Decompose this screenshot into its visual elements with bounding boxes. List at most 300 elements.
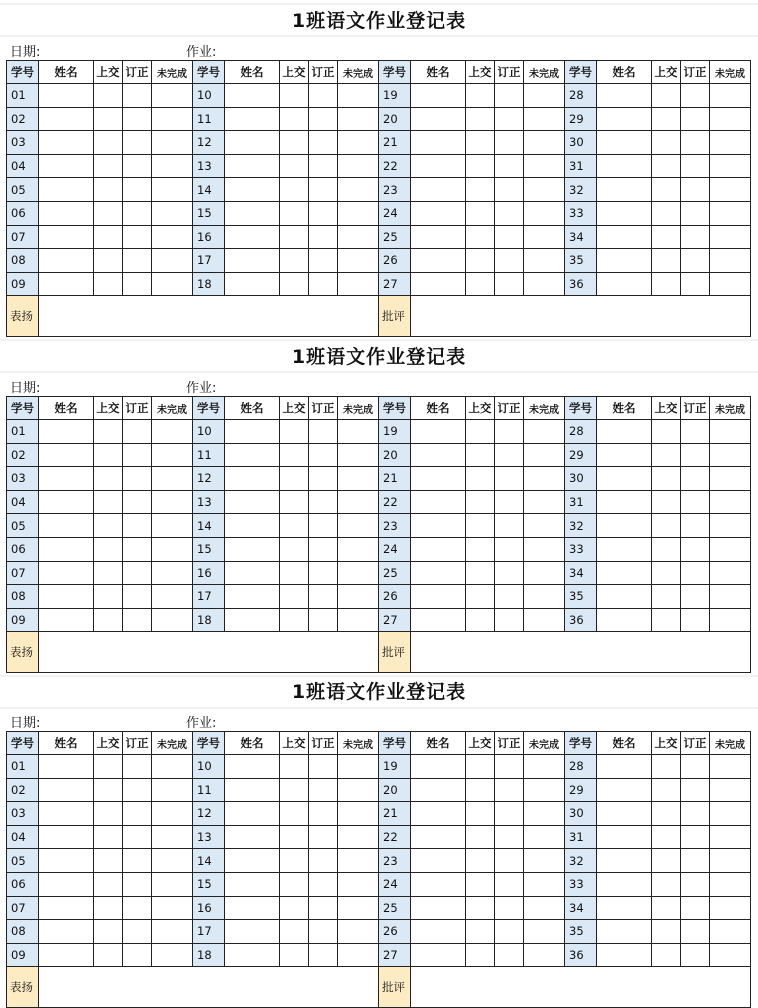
name-cell[interactable] [597, 849, 652, 873]
incomplete-cell[interactable] [710, 561, 751, 585]
corrected-cell[interactable] [309, 943, 338, 967]
submitted-cell[interactable] [652, 943, 681, 967]
name-cell[interactable] [597, 585, 652, 609]
incomplete-cell[interactable] [524, 561, 565, 585]
name-cell[interactable] [39, 778, 94, 802]
corrected-cell[interactable] [123, 467, 152, 491]
submitted-cell[interactable] [280, 608, 309, 632]
incomplete-cell[interactable] [338, 443, 379, 467]
corrected-cell[interactable] [309, 107, 338, 131]
incomplete-cell[interactable] [710, 443, 751, 467]
corrected-cell[interactable] [309, 490, 338, 514]
submitted-cell[interactable] [652, 443, 681, 467]
incomplete-cell[interactable] [338, 537, 379, 561]
submitted-cell[interactable] [466, 178, 495, 202]
incomplete-cell[interactable] [524, 249, 565, 273]
corrected-cell[interactable] [681, 755, 710, 779]
corrected-cell[interactable] [309, 778, 338, 802]
name-cell[interactable] [39, 107, 94, 131]
incomplete-cell[interactable] [338, 778, 379, 802]
corrected-cell[interactable] [495, 537, 524, 561]
submitted-cell[interactable] [280, 561, 309, 585]
submitted-cell[interactable] [280, 107, 309, 131]
submitted-cell[interactable] [94, 825, 123, 849]
incomplete-cell[interactable] [710, 201, 751, 225]
submitted-cell[interactable] [280, 872, 309, 896]
submitted-cell[interactable] [280, 490, 309, 514]
corrected-cell[interactable] [495, 755, 524, 779]
corrected-cell[interactable] [495, 608, 524, 632]
name-cell[interactable] [411, 920, 466, 944]
incomplete-cell[interactable] [524, 585, 565, 609]
submitted-cell[interactable] [280, 443, 309, 467]
submitted-cell[interactable] [466, 131, 495, 155]
incomplete-cell[interactable] [338, 802, 379, 826]
incomplete-cell[interactable] [338, 490, 379, 514]
name-cell[interactable] [411, 178, 466, 202]
submitted-cell[interactable] [652, 514, 681, 538]
name-cell[interactable] [39, 272, 94, 296]
submitted-cell[interactable] [280, 825, 309, 849]
name-cell[interactable] [597, 131, 652, 155]
corrected-cell[interactable] [123, 943, 152, 967]
submitted-cell[interactable] [652, 107, 681, 131]
submitted-cell[interactable] [652, 561, 681, 585]
corrected-cell[interactable] [309, 249, 338, 273]
name-cell[interactable] [225, 490, 280, 514]
submitted-cell[interactable] [652, 778, 681, 802]
corrected-cell[interactable] [681, 849, 710, 873]
incomplete-cell[interactable] [152, 561, 193, 585]
name-cell[interactable] [597, 755, 652, 779]
submitted-cell[interactable] [280, 249, 309, 273]
corrected-cell[interactable] [495, 249, 524, 273]
incomplete-cell[interactable] [710, 490, 751, 514]
submitted-cell[interactable] [94, 490, 123, 514]
incomplete-cell[interactable] [152, 537, 193, 561]
submitted-cell[interactable] [652, 272, 681, 296]
submitted-cell[interactable] [280, 778, 309, 802]
corrected-cell[interactable] [123, 920, 152, 944]
corrected-cell[interactable] [123, 201, 152, 225]
incomplete-cell[interactable] [710, 178, 751, 202]
name-cell[interactable] [225, 896, 280, 920]
submitted-cell[interactable] [94, 872, 123, 896]
submitted-cell[interactable] [466, 272, 495, 296]
name-cell[interactable] [411, 272, 466, 296]
name-cell[interactable] [411, 872, 466, 896]
submitted-cell[interactable] [94, 249, 123, 273]
submitted-cell[interactable] [94, 943, 123, 967]
incomplete-cell[interactable] [338, 872, 379, 896]
corrected-cell[interactable] [495, 849, 524, 873]
incomplete-cell[interactable] [710, 537, 751, 561]
name-cell[interactable] [225, 537, 280, 561]
corrected-cell[interactable] [309, 178, 338, 202]
submitted-cell[interactable] [466, 896, 495, 920]
incomplete-cell[interactable] [710, 825, 751, 849]
name-cell[interactable] [411, 514, 466, 538]
submitted-cell[interactable] [280, 514, 309, 538]
submitted-cell[interactable] [652, 896, 681, 920]
submitted-cell[interactable] [466, 467, 495, 491]
incomplete-cell[interactable] [710, 778, 751, 802]
incomplete-cell[interactable] [338, 849, 379, 873]
name-cell[interactable] [225, 755, 280, 779]
corrected-cell[interactable] [309, 561, 338, 585]
incomplete-cell[interactable] [338, 467, 379, 491]
corrected-cell[interactable] [123, 272, 152, 296]
incomplete-cell[interactable] [152, 84, 193, 108]
corrected-cell[interactable] [309, 825, 338, 849]
name-cell[interactable] [597, 107, 652, 131]
submitted-cell[interactable] [94, 420, 123, 444]
incomplete-cell[interactable] [524, 443, 565, 467]
submitted-cell[interactable] [466, 201, 495, 225]
name-cell[interactable] [39, 585, 94, 609]
name-cell[interactable] [411, 131, 466, 155]
submitted-cell[interactable] [94, 585, 123, 609]
corrected-cell[interactable] [309, 154, 338, 178]
submitted-cell[interactable] [280, 272, 309, 296]
name-cell[interactable] [597, 802, 652, 826]
name-cell[interactable] [597, 467, 652, 491]
name-cell[interactable] [39, 467, 94, 491]
name-cell[interactable] [597, 778, 652, 802]
incomplete-cell[interactable] [524, 537, 565, 561]
incomplete-cell[interactable] [338, 201, 379, 225]
incomplete-cell[interactable] [710, 849, 751, 873]
submitted-cell[interactable] [652, 225, 681, 249]
name-cell[interactable] [225, 849, 280, 873]
name-cell[interactable] [39, 849, 94, 873]
corrected-cell[interactable] [123, 608, 152, 632]
incomplete-cell[interactable] [524, 514, 565, 538]
corrected-cell[interactable] [681, 443, 710, 467]
incomplete-cell[interactable] [710, 585, 751, 609]
name-cell[interactable] [411, 778, 466, 802]
name-cell[interactable] [39, 755, 94, 779]
name-cell[interactable] [225, 201, 280, 225]
incomplete-cell[interactable] [338, 943, 379, 967]
submitted-cell[interactable] [652, 537, 681, 561]
name-cell[interactable] [411, 561, 466, 585]
corrected-cell[interactable] [495, 825, 524, 849]
name-cell[interactable] [597, 420, 652, 444]
name-cell[interactable] [225, 778, 280, 802]
submitted-cell[interactable] [280, 920, 309, 944]
corrected-cell[interactable] [309, 872, 338, 896]
submitted-cell[interactable] [652, 84, 681, 108]
name-cell[interactable] [225, 802, 280, 826]
corrected-cell[interactable] [681, 201, 710, 225]
corrected-cell[interactable] [123, 537, 152, 561]
name-cell[interactable] [411, 825, 466, 849]
incomplete-cell[interactable] [524, 201, 565, 225]
name-cell[interactable] [597, 561, 652, 585]
incomplete-cell[interactable] [524, 778, 565, 802]
incomplete-cell[interactable] [152, 755, 193, 779]
corrected-cell[interactable] [495, 225, 524, 249]
submitted-cell[interactable] [94, 896, 123, 920]
incomplete-cell[interactable] [710, 84, 751, 108]
incomplete-cell[interactable] [710, 420, 751, 444]
name-cell[interactable] [225, 467, 280, 491]
name-cell[interactable] [597, 920, 652, 944]
corrected-cell[interactable] [681, 514, 710, 538]
submitted-cell[interactable] [466, 802, 495, 826]
corrected-cell[interactable] [123, 778, 152, 802]
name-cell[interactable] [225, 514, 280, 538]
corrected-cell[interactable] [309, 467, 338, 491]
incomplete-cell[interactable] [152, 490, 193, 514]
submitted-cell[interactable] [652, 490, 681, 514]
submitted-cell[interactable] [466, 778, 495, 802]
name-cell[interactable] [411, 755, 466, 779]
name-cell[interactable] [411, 943, 466, 967]
name-cell[interactable] [597, 178, 652, 202]
name-cell[interactable] [411, 107, 466, 131]
corrected-cell[interactable] [309, 585, 338, 609]
name-cell[interactable] [225, 420, 280, 444]
corrected-cell[interactable] [495, 896, 524, 920]
incomplete-cell[interactable] [338, 420, 379, 444]
submitted-cell[interactable] [94, 561, 123, 585]
submitted-cell[interactable] [466, 920, 495, 944]
submitted-cell[interactable] [466, 514, 495, 538]
submitted-cell[interactable] [94, 467, 123, 491]
name-cell[interactable] [39, 154, 94, 178]
corrected-cell[interactable] [495, 443, 524, 467]
submitted-cell[interactable] [466, 225, 495, 249]
name-cell[interactable] [39, 608, 94, 632]
incomplete-cell[interactable] [338, 561, 379, 585]
corrected-cell[interactable] [309, 802, 338, 826]
corrected-cell[interactable] [495, 585, 524, 609]
corrected-cell[interactable] [495, 920, 524, 944]
corrected-cell[interactable] [495, 802, 524, 826]
incomplete-cell[interactable] [338, 825, 379, 849]
name-cell[interactable] [225, 107, 280, 131]
name-cell[interactable] [39, 131, 94, 155]
submitted-cell[interactable] [652, 178, 681, 202]
incomplete-cell[interactable] [710, 107, 751, 131]
corrected-cell[interactable] [309, 849, 338, 873]
incomplete-cell[interactable] [710, 249, 751, 273]
name-cell[interactable] [39, 537, 94, 561]
corrected-cell[interactable] [309, 131, 338, 155]
name-cell[interactable] [39, 514, 94, 538]
incomplete-cell[interactable] [152, 154, 193, 178]
corrected-cell[interactable] [495, 154, 524, 178]
incomplete-cell[interactable] [710, 755, 751, 779]
incomplete-cell[interactable] [710, 943, 751, 967]
corrected-cell[interactable] [123, 514, 152, 538]
name-cell[interactable] [39, 178, 94, 202]
name-cell[interactable] [39, 84, 94, 108]
corrected-cell[interactable] [309, 537, 338, 561]
corrected-cell[interactable] [309, 225, 338, 249]
corrected-cell[interactable] [123, 107, 152, 131]
name-cell[interactable] [225, 872, 280, 896]
corrected-cell[interactable] [123, 755, 152, 779]
submitted-cell[interactable] [466, 420, 495, 444]
corrected-cell[interactable] [495, 872, 524, 896]
corrected-cell[interactable] [123, 443, 152, 467]
name-cell[interactable] [597, 825, 652, 849]
corrected-cell[interactable] [123, 178, 152, 202]
name-cell[interactable] [39, 490, 94, 514]
submitted-cell[interactable] [94, 107, 123, 131]
submitted-cell[interactable] [652, 872, 681, 896]
corrected-cell[interactable] [309, 920, 338, 944]
corrected-cell[interactable] [681, 825, 710, 849]
corrected-cell[interactable] [681, 154, 710, 178]
name-cell[interactable] [597, 225, 652, 249]
submitted-cell[interactable] [652, 154, 681, 178]
submitted-cell[interactable] [466, 608, 495, 632]
corrected-cell[interactable] [309, 608, 338, 632]
submitted-cell[interactable] [652, 608, 681, 632]
incomplete-cell[interactable] [152, 107, 193, 131]
submitted-cell[interactable] [280, 849, 309, 873]
incomplete-cell[interactable] [338, 755, 379, 779]
name-cell[interactable] [411, 608, 466, 632]
name-cell[interactable] [411, 443, 466, 467]
name-cell[interactable] [597, 443, 652, 467]
submitted-cell[interactable] [280, 201, 309, 225]
incomplete-cell[interactable] [710, 802, 751, 826]
incomplete-cell[interactable] [524, 154, 565, 178]
submitted-cell[interactable] [466, 825, 495, 849]
name-cell[interactable] [225, 943, 280, 967]
corrected-cell[interactable] [495, 201, 524, 225]
incomplete-cell[interactable] [524, 943, 565, 967]
incomplete-cell[interactable] [338, 131, 379, 155]
name-cell[interactable] [597, 896, 652, 920]
incomplete-cell[interactable] [524, 608, 565, 632]
corrected-cell[interactable] [495, 943, 524, 967]
corrected-cell[interactable] [495, 131, 524, 155]
incomplete-cell[interactable] [524, 896, 565, 920]
submitted-cell[interactable] [94, 608, 123, 632]
corrected-cell[interactable] [495, 561, 524, 585]
submitted-cell[interactable] [466, 755, 495, 779]
submitted-cell[interactable] [652, 849, 681, 873]
submitted-cell[interactable] [94, 514, 123, 538]
incomplete-cell[interactable] [152, 131, 193, 155]
incomplete-cell[interactable] [152, 896, 193, 920]
corrected-cell[interactable] [681, 608, 710, 632]
submitted-cell[interactable] [652, 249, 681, 273]
submitted-cell[interactable] [280, 755, 309, 779]
name-cell[interactable] [411, 84, 466, 108]
incomplete-cell[interactable] [524, 272, 565, 296]
corrected-cell[interactable] [123, 154, 152, 178]
incomplete-cell[interactable] [338, 154, 379, 178]
incomplete-cell[interactable] [710, 608, 751, 632]
submitted-cell[interactable] [466, 585, 495, 609]
incomplete-cell[interactable] [152, 420, 193, 444]
corrected-cell[interactable] [681, 778, 710, 802]
name-cell[interactable] [411, 249, 466, 273]
incomplete-cell[interactable] [338, 272, 379, 296]
incomplete-cell[interactable] [152, 272, 193, 296]
incomplete-cell[interactable] [152, 872, 193, 896]
criticism-area[interactable] [411, 632, 751, 673]
name-cell[interactable] [39, 249, 94, 273]
corrected-cell[interactable] [123, 249, 152, 273]
name-cell[interactable] [39, 225, 94, 249]
submitted-cell[interactable] [466, 443, 495, 467]
submitted-cell[interactable] [466, 943, 495, 967]
name-cell[interactable] [225, 920, 280, 944]
name-cell[interactable] [225, 84, 280, 108]
submitted-cell[interactable] [94, 225, 123, 249]
corrected-cell[interactable] [123, 490, 152, 514]
incomplete-cell[interactable] [710, 467, 751, 491]
submitted-cell[interactable] [466, 561, 495, 585]
submitted-cell[interactable] [280, 896, 309, 920]
incomplete-cell[interactable] [524, 131, 565, 155]
incomplete-cell[interactable] [710, 872, 751, 896]
submitted-cell[interactable] [466, 107, 495, 131]
name-cell[interactable] [597, 84, 652, 108]
submitted-cell[interactable] [652, 920, 681, 944]
praise-area[interactable] [39, 296, 379, 337]
corrected-cell[interactable] [681, 131, 710, 155]
corrected-cell[interactable] [495, 178, 524, 202]
incomplete-cell[interactable] [524, 872, 565, 896]
corrected-cell[interactable] [123, 825, 152, 849]
corrected-cell[interactable] [495, 107, 524, 131]
incomplete-cell[interactable] [524, 849, 565, 873]
incomplete-cell[interactable] [152, 514, 193, 538]
submitted-cell[interactable] [652, 802, 681, 826]
name-cell[interactable] [225, 585, 280, 609]
name-cell[interactable] [597, 272, 652, 296]
submitted-cell[interactable] [652, 755, 681, 779]
submitted-cell[interactable] [94, 849, 123, 873]
incomplete-cell[interactable] [338, 249, 379, 273]
corrected-cell[interactable] [681, 467, 710, 491]
corrected-cell[interactable] [681, 84, 710, 108]
name-cell[interactable] [225, 443, 280, 467]
incomplete-cell[interactable] [524, 920, 565, 944]
incomplete-cell[interactable] [338, 514, 379, 538]
corrected-cell[interactable] [681, 872, 710, 896]
incomplete-cell[interactable] [152, 443, 193, 467]
corrected-cell[interactable] [123, 896, 152, 920]
corrected-cell[interactable] [309, 514, 338, 538]
name-cell[interactable] [225, 272, 280, 296]
name-cell[interactable] [411, 420, 466, 444]
incomplete-cell[interactable] [710, 514, 751, 538]
name-cell[interactable] [39, 896, 94, 920]
submitted-cell[interactable] [466, 490, 495, 514]
submitted-cell[interactable] [94, 443, 123, 467]
name-cell[interactable] [411, 490, 466, 514]
name-cell[interactable] [39, 802, 94, 826]
incomplete-cell[interactable] [338, 225, 379, 249]
incomplete-cell[interactable] [152, 802, 193, 826]
corrected-cell[interactable] [681, 537, 710, 561]
submitted-cell[interactable] [94, 802, 123, 826]
submitted-cell[interactable] [94, 537, 123, 561]
name-cell[interactable] [225, 178, 280, 202]
name-cell[interactable] [597, 608, 652, 632]
name-cell[interactable] [39, 561, 94, 585]
